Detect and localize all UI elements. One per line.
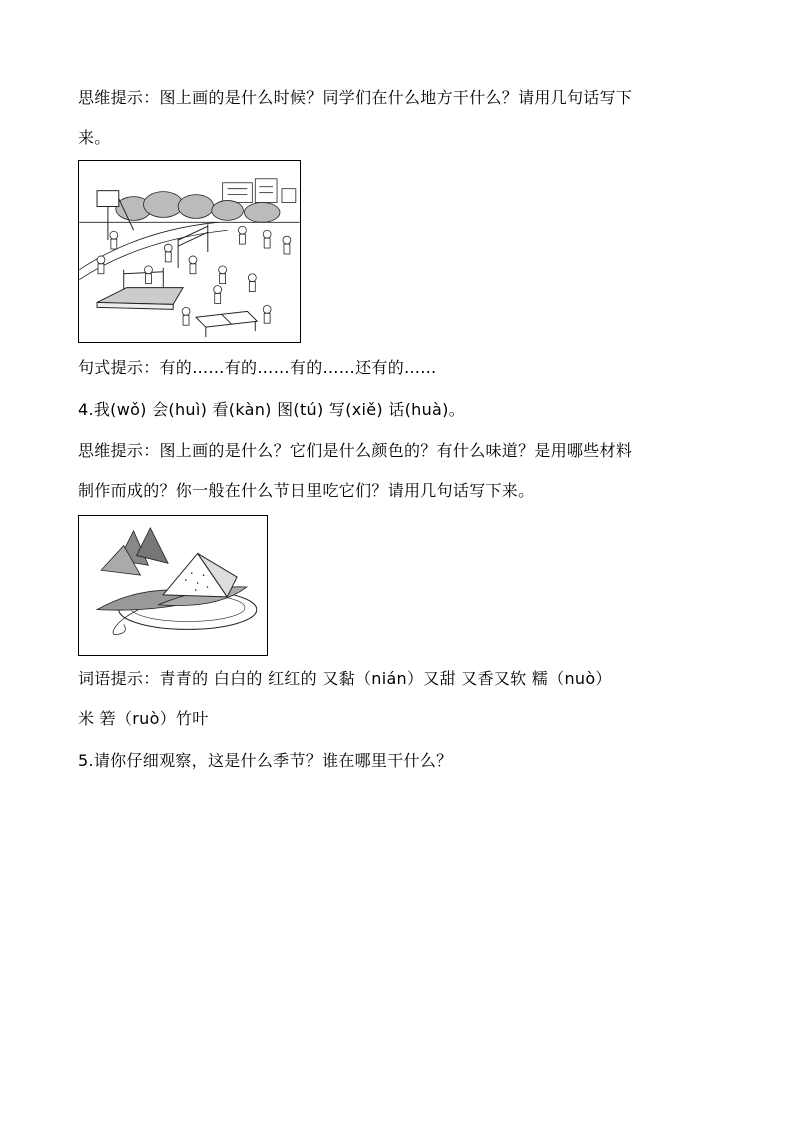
section3-sentence-hint: 句式提示：有的……有的……有的……还有的…… — [78, 358, 437, 377]
section5-question: 5.请你仔细观察，这是什么季节？谁在哪里干什么？ — [78, 751, 453, 770]
section4-title: 4.我(wǒ) 会(huì) 看(kàn) 图(tú) 写(xiě) 话(huà)。 — [78, 400, 465, 419]
playground-illustration — [78, 160, 301, 343]
section3-thinking-hint-continued: 来。 — [78, 128, 111, 147]
section4-word-hint: 词语提示：青青的 白白的 红红的 又黏（nián）又甜 又香又软 糯（nuò） — [78, 669, 612, 688]
zongzi-illustration — [78, 515, 268, 656]
section3-thinking-hint: 思维提示：图上画的是什么时候？同学们在什么地方干什么？请用几句话写下 — [78, 88, 633, 107]
section4-word-hint-continued: 米 箬（ruò）竹叶 — [78, 709, 209, 728]
section4-thinking-hint: 思维提示：图上画的是什么？它们是什么颜色的？有什么味道？是用哪些材料 — [78, 441, 633, 460]
section4-thinking-hint-continued: 制作而成的？你一般在什么节日里吃它们？请用几句话写下来。 — [78, 481, 535, 500]
